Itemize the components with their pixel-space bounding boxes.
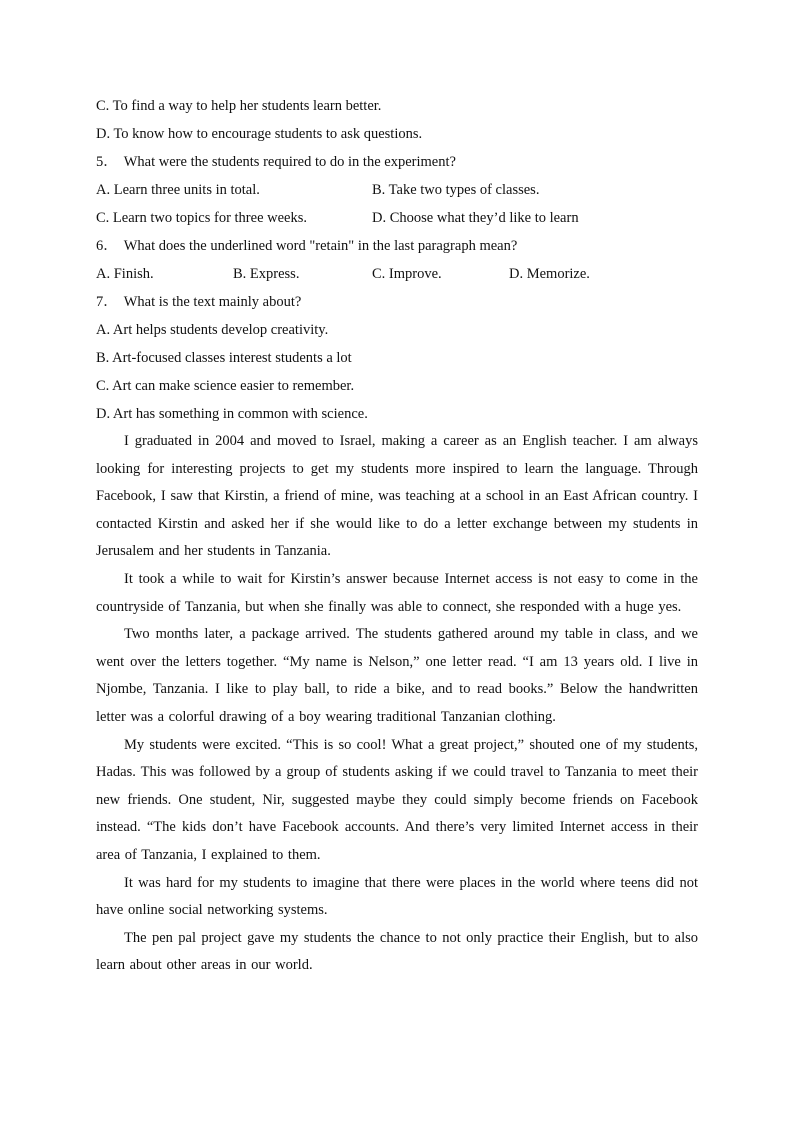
option-c-prev: C. To find a way to help her students learn better.: [96, 98, 382, 114]
passage-paragraph-6: The pen pal project gave my students the chance to not only practice their English, but to also learn about other areas in our world.: [96, 929, 698, 974]
question-6-option-a: A. Finish.: [96, 266, 154, 282]
question-7-option-a: A. Art helps students develop creativity.: [96, 322, 329, 338]
passage-paragraph-5: It was hard for my students to imagine that there were places in the world where teens did not have online social networking systems.: [96, 874, 698, 919]
question-7-number: 7．: [96, 294, 118, 310]
question-5-option-a: A. Learn three units in total.: [96, 182, 260, 198]
question-5-options-row-1: [96, 176, 698, 204]
document-page: [96, 92, 698, 980]
passage-paragraph-3: Two months later, a package arrived. The students gathered around my table in class, and we went over the letters together. “My name is Nelson,” one letter read. “I am 13 years old. I live in Njombe, Tanzania. I like to play ball, to ride a bike, and to read books.” Below the handwritten letter was a colorful drawing of a boy wearing traditional Tanzanian clothing.: [96, 626, 698, 725]
question-5-text: What were the students required to do in the experiment?: [123, 154, 456, 170]
passage-paragraph-2: It took a while to wait for Kirstin’s answer because Internet access is not easy to come in the countryside of Tanzania, but when she finally was able to connect, she responded with a huge yes.: [96, 570, 698, 615]
question-5-options-row-2: [96, 204, 698, 232]
question-6: [96, 232, 698, 260]
question-5-number: 5．: [96, 154, 118, 170]
passage-paragraph-1: I graduated in 2004 and moved to Israel, making a career as an English teacher. I am always looking for interesting projects to get my students more inspired to learn the language. Through Facebook, I saw that Kirstin, a friend of mine, was teaching at a school in an East African country. I contacted Kirstin and asked her if she would like to do a letter exchange between my students in Jerusalem and her students in Tanzania.: [96, 433, 698, 560]
question-7-option-c: C. Art can make science easier to remember.: [96, 378, 355, 394]
question-7-option-b: B. Art-focused classes interest students a lot: [96, 350, 352, 366]
question-5: [96, 148, 698, 176]
option-d-prev: D. To know how to encourage students to ask questions.: [96, 126, 423, 142]
question-5-option-c: C. Learn two topics for three weeks.: [96, 210, 307, 226]
question-6-options-row: [96, 260, 698, 288]
question-6-option-b: B. Express.: [233, 266, 300, 282]
question-7-text: What is the text mainly about?: [123, 294, 302, 310]
question-7-option-d: D. Art has something in common with science.: [96, 406, 368, 422]
passage-paragraph-4: My students were excited. “This is so cool! What a great project,” shouted one of my students, Hadas. This was followed by a group of students asking if we could travel to Tanzania to meet their new friends. One student, Nir, suggested maybe they could simply become friends on Facebook instead. “The kids don’t have Facebook accounts. And there’s very limited Internet access in their area of Tanzania, I explained to them.: [96, 736, 698, 863]
question-6-option-d: D. Memorize.: [509, 266, 590, 282]
question-6-option-c: C. Improve.: [372, 266, 442, 282]
question-6-text: What does the underlined word "retain" in the last paragraph mean?: [123, 238, 518, 254]
question-7: [96, 288, 698, 316]
question-5-option-b: B. Take two types of classes.: [372, 182, 540, 198]
question-6-number: 6．: [96, 238, 118, 254]
question-5-option-d: D. Choose what they’d like to learn: [372, 210, 579, 226]
